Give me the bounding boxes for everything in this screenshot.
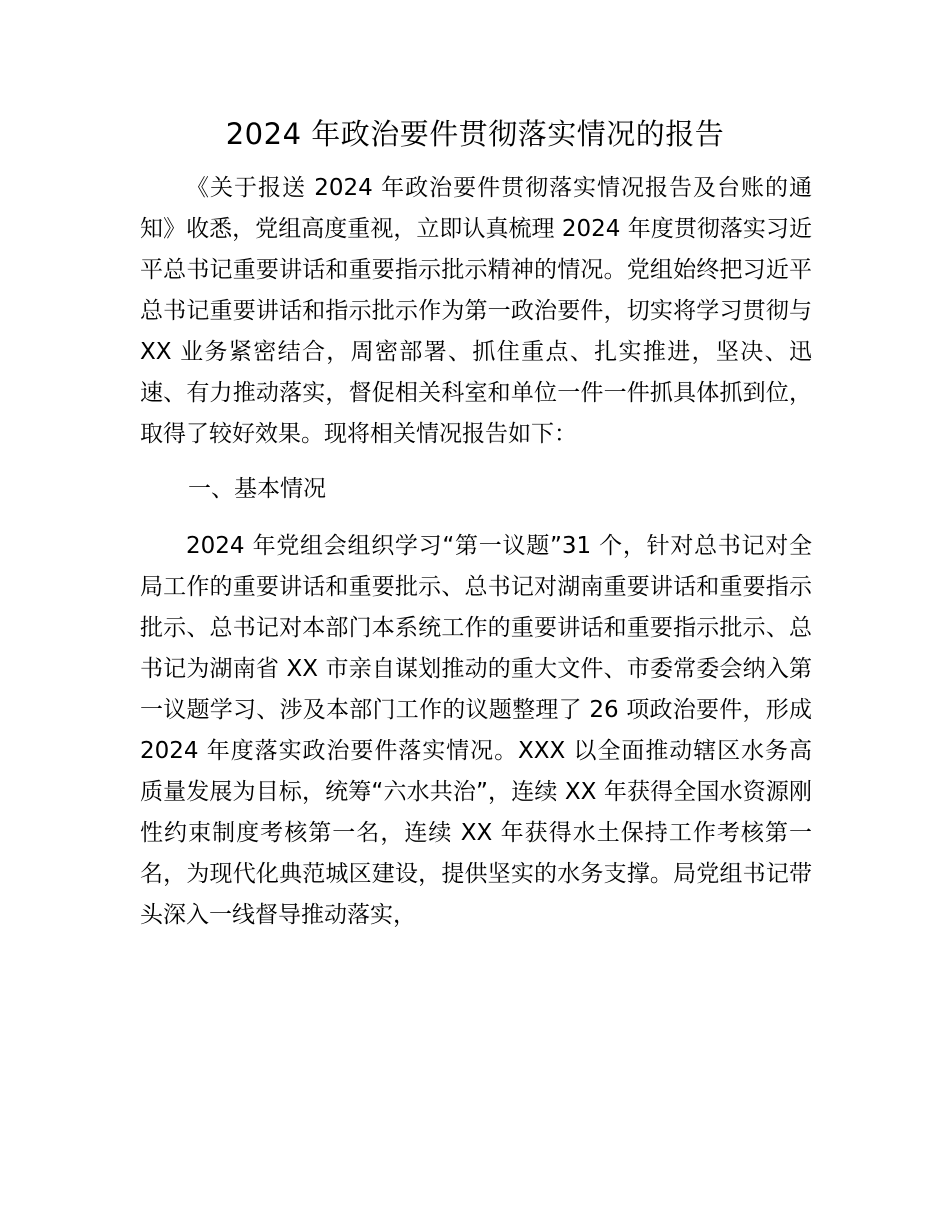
document-title: 2024 年政治要件贯彻落实情况的报告	[225, 117, 725, 151]
intro-paragraph: 《关于报送 2024 年政治要件贯彻落实情况报告及台账的通知》收悉，党组高度重视，立即认真梳理 2024 年度贯彻落实习近平总书记重要讲话和重要指示批示精神的情况。党组始终把习近平总书记重要讲话和指示批示作为第一政治要件，切实将学习贯彻与 XX 业务紧密结合，周密部署、抓住重点、扎实推进，坚决、迅速、有力推动落实，督促相关科室和单位一件一件抓具体抓到位，取得了较好效果。现将相关情况报告如下：	[140, 175, 812, 447]
section-paragraph: 2024 年党组会组织学习“第一议题”31 个，针对总书记对全局工作的重要讲话和重要批示、总书记对湖南重要讲话和重要指示批示、总书记对本部门本系统工作的重要讲话和重要指示批示、总书记为湖南省 XX 市亲自谋划推动的重大文件、市委常委会纳入第一议题学习、涉及本部门工作的议题整理了 26 项政治要件，形成 2024 年度落实政治要件落实情况。XXX 以全面推动辖区水务高质量发展为目标，统筹“六水共治”，连续 XX 年获得全国水资源刚性约束制度考核第一名，连续 XX 年获得水土保持工作考核第一名，为现代化典范城区建设，提供坚实的水务支撑。局党组书记带头深入一线督导推动落实，	[140, 533, 812, 928]
section-heading: 一、基本情况	[188, 476, 326, 502]
document-body	[140, 168, 812, 936]
